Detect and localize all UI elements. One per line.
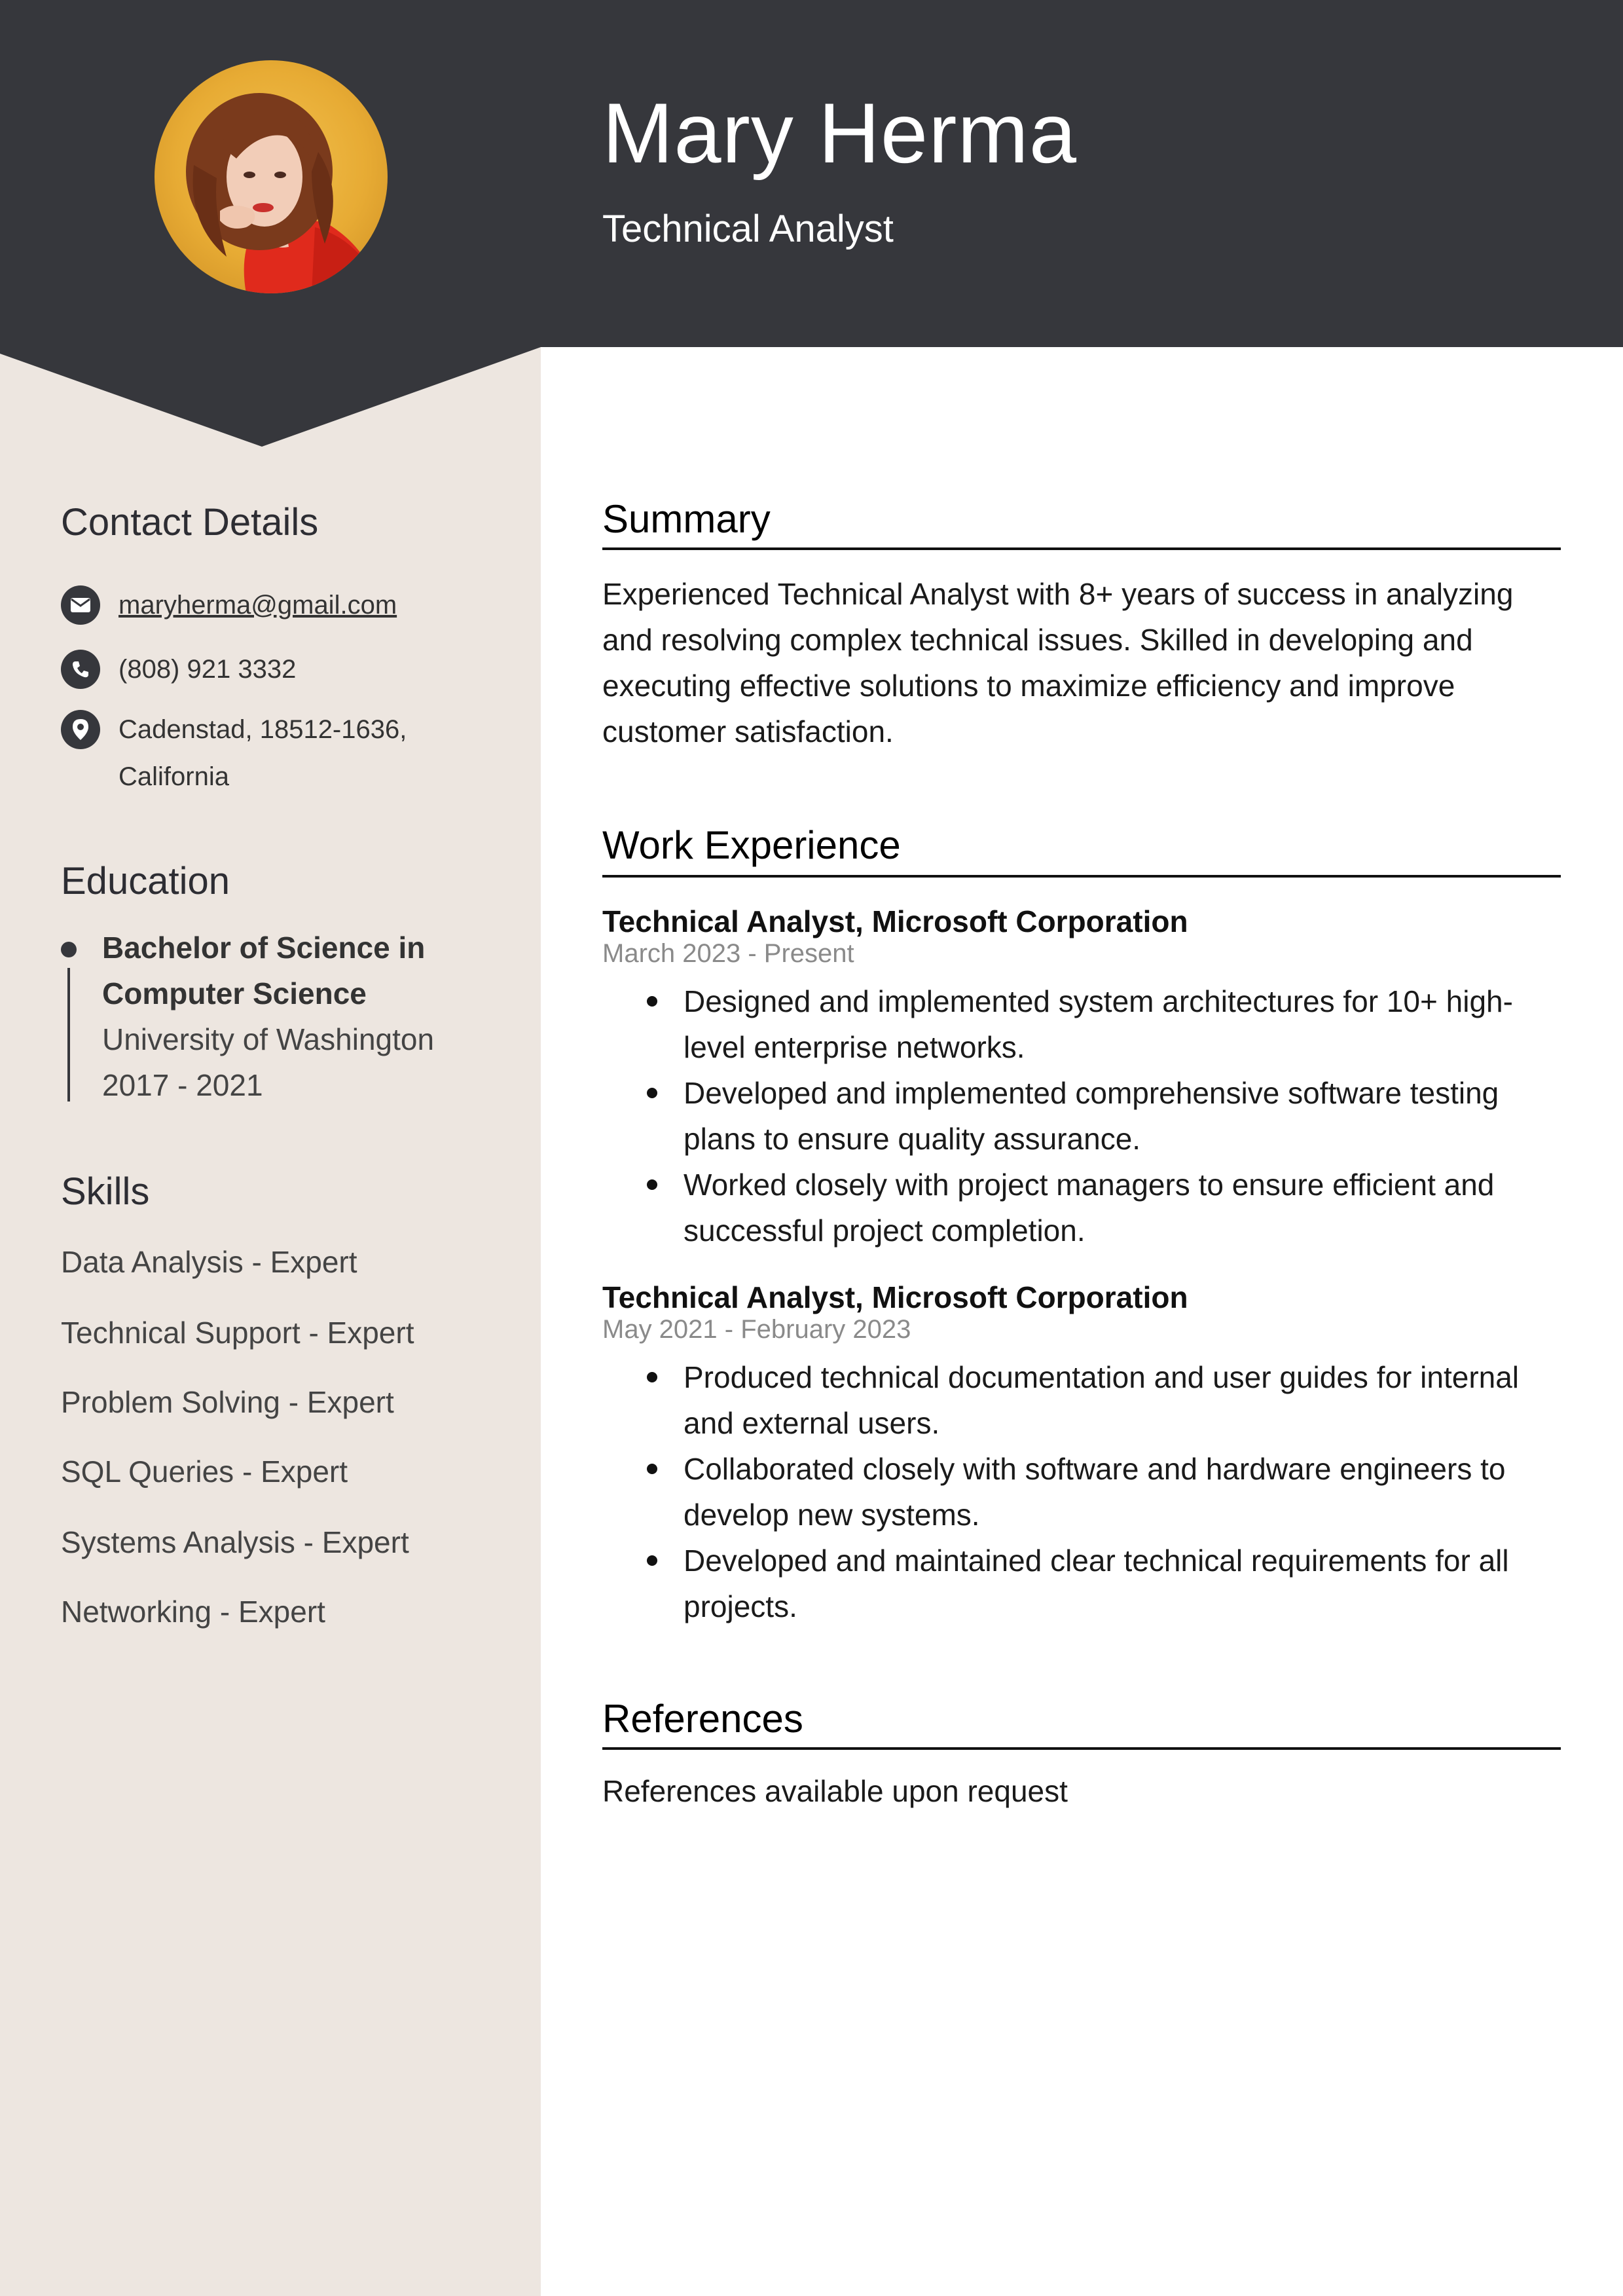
contact-heading: Contact Details	[61, 501, 319, 544]
header-chevron	[0, 346, 541, 447]
summary-text: Experienced Technical Analyst with 8+ years of success in analyzing and resolving complex technical issues. Skilled in developing and executing effective solutions to maximize efficiency and improve customer satisfaction.	[602, 577, 1514, 749]
education-heading: Education	[61, 860, 230, 902]
section-divider	[602, 875, 1561, 878]
contact-address-row	[61, 710, 407, 800]
section-divider	[602, 1747, 1561, 1750]
job-bullet-list	[602, 1354, 1539, 1629]
skill-item: Data Analysis - Expert	[61, 1245, 357, 1279]
job-bullet: Developed and maintained clear technical requirements for all projects.	[602, 1538, 1539, 1629]
job-bullet: Collaborated closely with software and hardware engineers to develop new systems.	[602, 1446, 1539, 1538]
education-years: 2017 - 2021	[102, 1068, 263, 1102]
degree-line-2: Computer Science	[102, 976, 367, 1010]
contact-phone-row	[61, 650, 296, 693]
portrait-illustration	[155, 60, 388, 293]
skill-item: Technical Support - Expert	[61, 1316, 414, 1350]
school-name: University of Washington	[102, 1022, 435, 1056]
skill-item: Problem Solving - Expert	[61, 1385, 394, 1419]
profile-photo	[155, 60, 388, 293]
address-line-2: California	[119, 762, 229, 791]
contact-email-row	[61, 585, 397, 629]
degree-line-1: Bachelor of Science in	[102, 931, 426, 965]
summary-heading: Summary	[602, 497, 771, 541]
job-bullet: Produced technical documentation and user guides for internal and external users.	[602, 1354, 1539, 1446]
phone-number: (808) 921 3332	[119, 655, 297, 684]
section-divider	[602, 547, 1561, 550]
job-bullet: Developed and implemented comprehensive software testing plans to ensure quality assurance.	[602, 1070, 1539, 1162]
references-text: References available upon request	[602, 1774, 1068, 1808]
job-dates: March 2023 - Present	[602, 939, 854, 968]
timeline-line	[67, 968, 70, 1102]
candidate-title: Technical Analyst	[602, 208, 894, 250]
skill-item: Networking - Expert	[61, 1595, 325, 1629]
job-bullet: Designed and implemented system architectures for 10+ high-level enterprise networks.	[602, 978, 1539, 1070]
job-bullet: Worked closely with project managers to ensure efficient and successful project completion.	[602, 1162, 1539, 1253]
job-title: Technical Analyst, Microsoft Corporation	[602, 1280, 1188, 1314]
work-experience-heading: Work Experience	[602, 823, 901, 867]
address-line-1: Cadenstad, 18512-1636,	[119, 715, 407, 744]
job-title: Technical Analyst, Microsoft Corporation	[602, 904, 1188, 938]
address	[119, 706, 407, 800]
references-heading: References	[602, 1697, 803, 1741]
skill-item: Systems Analysis - Expert	[61, 1525, 409, 1559]
candidate-name: Mary Herma	[602, 85, 1078, 181]
skills-heading: Skills	[61, 1170, 150, 1213]
envelope-icon	[61, 585, 100, 625]
phone-icon	[61, 650, 100, 689]
skill-item: SQL Queries - Expert	[61, 1454, 348, 1489]
job-bullet-list	[602, 978, 1539, 1253]
email-link[interactable]: maryherma@gmail.com	[119, 591, 397, 620]
location-pin-icon	[61, 710, 100, 749]
timeline-dot	[61, 942, 77, 957]
education-entry	[102, 925, 508, 1108]
job-dates: May 2021 - February 2023	[602, 1315, 911, 1344]
